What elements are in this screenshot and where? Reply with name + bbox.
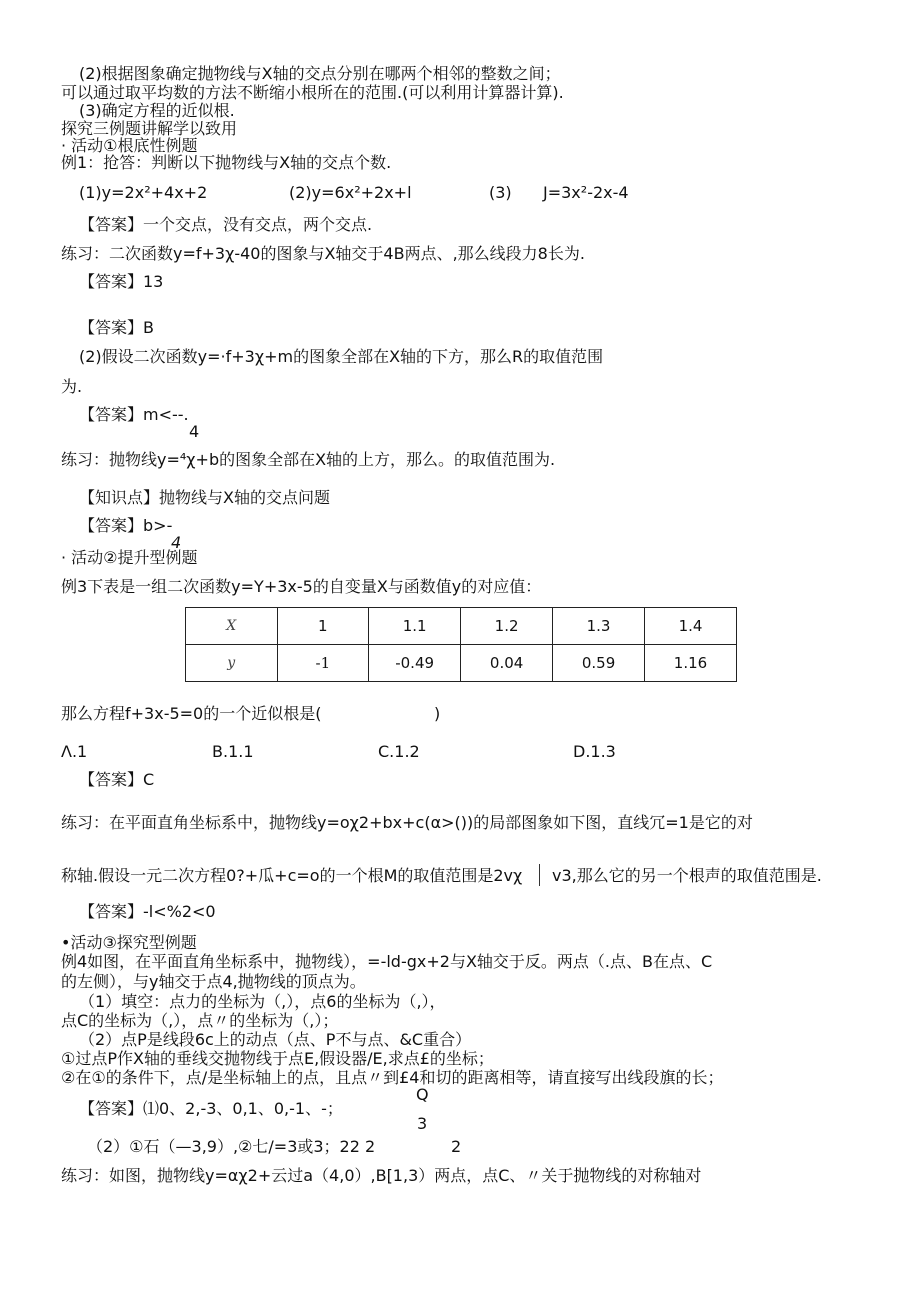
equation-2: (2)y=6x²+2x+l (289, 183, 412, 202)
answer-line: 2 (451, 1137, 462, 1156)
answer-line: （2）①石（—3,9）,②七/=3或3；22 2 (87, 1137, 376, 1156)
exercise-line: 称轴.假设一元二次方程0?+瓜+c=o的一个根M的取值范围是2vχ (61, 866, 523, 885)
choice-a: Λ.1 (61, 742, 88, 761)
table-row (186, 645, 737, 682)
answer-line: 【答案】C (79, 770, 155, 789)
table-cell: 1.2 (461, 608, 553, 645)
example-3: 例3下表是一组二次函数y=Y+3x-5的自变量X与函数值y的对应值： (61, 577, 542, 596)
question-line: （2）点P是线段6c上的动点（点、P不与点、&C重合） (79, 1030, 472, 1049)
vertical-bar (539, 864, 540, 886)
example-1: 例1：抢答：判断以下抛物线与X轴的交点个数. (61, 153, 392, 172)
knowledge-point: 【知识点】抛物线与X轴的交点问题 (79, 488, 330, 507)
activity-heading: · 活动②提升型例题 (61, 548, 198, 567)
question-line: 点C的坐标为（,），点〃的坐标为（,）； (61, 1011, 339, 1030)
table-cell: 1 (277, 608, 369, 645)
equation-3-label: (3) (489, 183, 512, 202)
question-line: 那么方程f+3x-5=0的一个近似根是( (61, 704, 322, 723)
fraction-denominator: 4 (189, 422, 200, 441)
choice-d: D.1.3 (573, 742, 616, 761)
exercise-line: 练习：抛物线y=⁴χ+b的图象全部在X轴的上方，那么。的取值范围为. (61, 450, 556, 469)
question-line: 为. (61, 377, 83, 396)
answer-line: 【答案】b>- (79, 516, 173, 535)
question-line: ②在①的条件下，点/是坐标轴上的点，且点〃到£4和切的距离相等，请直接写出线段旗的长； (61, 1068, 724, 1087)
table-cell: X (186, 608, 278, 645)
question-bracket: ) (434, 704, 441, 723)
question-line: （1）填空：点力的坐标为（,），点6的坐标为（,）， (79, 992, 446, 1011)
answer-line: 【答案】m<--. (79, 405, 189, 424)
exercise-line: 练习：如图，抛物线y=αχ2+云过a（4,0）,B[1,3）两点，点C、〃关于抛物线的对称轴对 (61, 1166, 702, 1185)
table-cell: y (186, 645, 278, 682)
example-4: 的左侧），与y轴交于点4,抛物线的顶点为。 (61, 972, 366, 991)
activity-heading: •活动③探究型例题 (61, 933, 197, 952)
table-cell: 1.4 (645, 608, 737, 645)
exercise-line: 练习：二次函数y=f+3χ-40的图象与X轴交于4B两点、,那么线段力8长为. (61, 244, 585, 263)
table-cell: 1.16 (645, 645, 737, 682)
fraction-denominator: 3 (417, 1114, 428, 1133)
text-line: (3)确定方程的近似根. (79, 101, 235, 120)
section-heading: 探究三例题讲解学以致用 (61, 119, 238, 138)
exercise-line: v3,那么它的另一个根声的取值范围是. (552, 866, 822, 885)
answer-line: 【答案】⑴0、2,-3、0,1、0,-1、-； (79, 1099, 343, 1118)
choice-c: C.1.2 (378, 742, 420, 761)
choice-b: B.1.1 (212, 742, 254, 761)
table-cell: 0.59 (553, 645, 645, 682)
answer-line: 【答案】-l<%2<0 (79, 902, 216, 921)
text-line: 可以通过取平均数的方法不断缩小根所在的范围.(可以利用计算器计算). (61, 83, 564, 102)
table-cell: 1.1 (369, 608, 461, 645)
exercise-line: 练习：在平面直角坐标系中，抛物线y=oχ2+bx+c(α>())的局部图象如下图，直线冗=1是它的对 (61, 813, 753, 832)
table-cell: -1 (277, 645, 369, 682)
equation-1: (1)y=2x²+4x+2 (79, 183, 208, 202)
value-table (185, 607, 737, 682)
example-4: 例4如图，在平面直角坐标系中，抛物线），=-ld-gx+2与X轴交于反。两点（.点、B在点、C (61, 952, 713, 971)
fraction-numerator: Q (416, 1085, 429, 1104)
answer-line: 【答案】13 (79, 272, 164, 291)
fraction-denominator: 4 (171, 533, 182, 552)
table-cell: 1.3 (553, 608, 645, 645)
table-row (186, 608, 737, 645)
table-cell: 0.04 (461, 645, 553, 682)
answer-line: 【答案】B (79, 318, 154, 337)
answer-line: 【答案】一个交点，没有交点，两个交点. (79, 215, 373, 234)
table-cell: -0.49 (369, 645, 461, 682)
question-line: (2)假设二次函数y=·f+3χ+m的图象全部在X轴的下方，那么R的取值范围 (79, 347, 604, 366)
activity-heading: · 活动①根底性例题 (61, 136, 198, 155)
question-line: ①过点P作X轴的垂线交抛物线于点E,假设器/E,求点£的坐标； (61, 1049, 494, 1068)
text-line: (2)根据图象确定抛物线与X轴的交点分别在哪两个相邻的整数之间； (79, 64, 561, 83)
equation-3: J=3x²-2x-4 (543, 183, 629, 202)
